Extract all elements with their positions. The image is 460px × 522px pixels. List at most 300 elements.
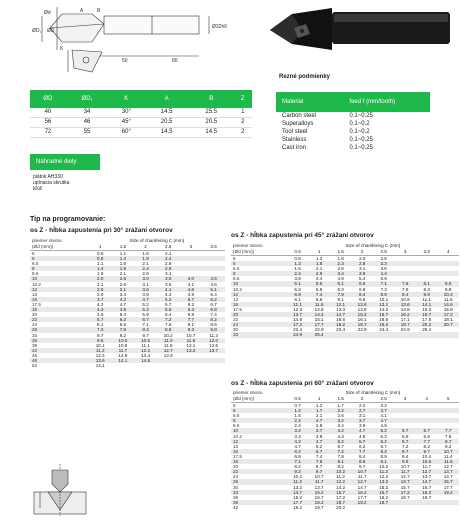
cell: 14.6 — [293, 317, 303, 323]
cell: 8.2 — [202, 317, 225, 322]
cell: 14.1 — [95, 363, 105, 369]
cell: 4.9 — [380, 423, 387, 429]
cell: 4.1 — [157, 287, 180, 292]
cell: 19.7 — [373, 500, 395, 505]
cell: 17.2 — [394, 490, 416, 495]
cell: 8.2 — [294, 464, 301, 470]
col-header: Z — [234, 90, 253, 108]
dim-b-label: B — [97, 8, 101, 14]
cell: 2.9 — [157, 266, 180, 271]
cell: 4.2 — [287, 439, 309, 444]
cell: 8.6 — [351, 459, 373, 464]
cell: 5 — [233, 256, 236, 261]
cell: 10.6 — [400, 296, 410, 302]
cell: 1.6 — [294, 266, 301, 272]
cell: 20.2 — [416, 322, 438, 327]
chamfer-size-header: Size of chamfering C (mm) — [345, 243, 401, 249]
cell: 13.7 — [394, 479, 416, 484]
col-header: A — [144, 90, 189, 108]
chamfer-size-col: 4 — [437, 249, 459, 256]
cell: 2.3 — [358, 256, 366, 261]
cell: 1.9 — [134, 256, 157, 261]
shank-dim-label: Ø32h6 — [212, 24, 227, 30]
cell: 6.9 — [294, 453, 301, 459]
cell: 8.6 — [315, 296, 323, 302]
cell: 9.4 — [394, 292, 416, 297]
cell: 3.4 — [337, 423, 344, 429]
cell: 20.7 — [437, 322, 459, 327]
cell: 3.1 — [358, 266, 366, 272]
cell — [112, 363, 135, 368]
cell: 4.2 — [112, 297, 135, 302]
cell: 7.9 — [337, 453, 344, 459]
cell: 11.2 — [336, 474, 345, 480]
cell: 13.8 — [357, 306, 367, 312]
cell: 8.1 — [330, 459, 352, 464]
cell — [351, 332, 373, 337]
cell: 13.2 — [293, 484, 303, 490]
cell: 3.5 — [157, 276, 180, 281]
chamfer-size-col: 1 — [308, 249, 330, 256]
cell: 8.3 — [134, 327, 157, 332]
cell: 17.7 — [443, 484, 453, 490]
cell: 2.6 — [142, 271, 149, 277]
cell: 7.7 — [180, 317, 203, 322]
cell: 11.1 — [287, 302, 309, 307]
cell: 9.6 — [394, 459, 416, 464]
cell: 2.0 — [89, 276, 112, 281]
cell: 9.2 — [287, 469, 309, 474]
cell: 12.1 — [186, 342, 196, 348]
cell: 18.2 — [416, 490, 438, 495]
cell: 16 — [231, 302, 287, 307]
cell: 6.6 — [32, 261, 39, 267]
chamfer-size-col: 0.5 — [287, 249, 309, 256]
cell: 20 — [231, 312, 287, 317]
cell: 20.5 — [189, 118, 234, 128]
chamfer-size-col: 3 — [180, 244, 203, 251]
cell: 8.1 — [416, 281, 438, 286]
cell: 2.1 — [315, 413, 323, 419]
cell: 4.1 — [380, 413, 387, 419]
col-header: ØD — [30, 90, 66, 108]
cell: 9.7 — [142, 332, 149, 338]
cell: 13.7 — [287, 312, 309, 317]
cell: 8.2 — [373, 449, 395, 454]
cell: 15.6 — [336, 317, 346, 323]
cell: 55 — [66, 128, 108, 138]
cell: 10.2 — [163, 332, 173, 338]
dimension-table — [30, 90, 252, 138]
cell: 14.5 — [189, 128, 234, 138]
cell: 5.7 — [394, 428, 416, 433]
cell: 7.8 — [112, 327, 135, 332]
feed-header: feed f (mm/tooth) — [343, 92, 430, 112]
chamfer-size-col: 2 — [351, 396, 373, 403]
cell: 8.8 — [157, 327, 180, 332]
cell: 4.9 — [97, 312, 104, 318]
cell: 7.6 — [394, 281, 416, 286]
cell: 11.2 — [89, 348, 112, 353]
cell: 3.0 — [134, 276, 157, 281]
cell: 7.1 — [287, 459, 309, 464]
cell: 15.7 — [437, 479, 459, 484]
cell: 6.7 — [308, 449, 330, 454]
cell: 7.9 — [330, 292, 352, 297]
table-row — [231, 332, 459, 337]
cell: 15.2 — [379, 484, 389, 490]
cell: 13.3 — [336, 306, 346, 312]
diameter-unit: (Ød (mm)) — [231, 396, 287, 403]
cell: 8.4 — [358, 453, 366, 459]
cell: 12.6 — [209, 342, 219, 348]
cell: 17.7 — [287, 500, 309, 505]
cell: 42 — [233, 504, 239, 510]
cell — [351, 505, 373, 510]
cell: 13.7 — [202, 348, 225, 353]
cell: 10.2 — [330, 469, 352, 474]
section-30-title: os Z - hĺbka zapustenia pri 30° zrážaní otvorov — [30, 227, 173, 234]
cell: 19.2 — [293, 504, 303, 510]
cell: 24 — [233, 474, 239, 480]
cell: 11.2 — [373, 469, 395, 474]
cell: 8.7 — [97, 332, 104, 338]
cell — [330, 332, 352, 337]
cell: 1.4 — [112, 256, 135, 261]
chamfer-size-col: 1.5 — [112, 244, 135, 251]
cell: 2.9 — [315, 423, 323, 429]
cell: 3.7 — [89, 297, 112, 302]
cell: 4.1 — [187, 281, 195, 287]
cell: 3.1 — [142, 281, 149, 287]
cell: 2.6 — [337, 266, 344, 272]
cell: 8 — [231, 271, 287, 276]
cell: 2.6 — [165, 261, 172, 267]
chamfer-size-col: 3.5 — [202, 244, 225, 251]
cell: 11.6 — [163, 342, 173, 348]
cell: 9.7 — [308, 469, 330, 474]
cell: 9.2 — [337, 464, 344, 470]
cell: 0.6 — [97, 251, 104, 256]
cell: 13 — [233, 443, 239, 449]
cell: 11.7 — [357, 474, 367, 480]
cell: 3.9 — [142, 291, 149, 297]
cell: 13.9 — [163, 352, 173, 358]
cell: 56 — [30, 118, 66, 128]
dim-a-label: A — [80, 8, 84, 14]
cell: 5.8 — [157, 307, 180, 312]
cell: 2 — [234, 118, 253, 128]
cell: 6 — [231, 261, 287, 266]
cell: 16.2 — [351, 490, 373, 495]
cell: 8 — [30, 266, 89, 271]
cell: 17.5 — [32, 301, 41, 307]
chamfer-size-col: 0.5 — [287, 396, 309, 403]
cell: 6 — [231, 408, 287, 413]
cell: 8.5 — [32, 271, 39, 277]
cell: 17.5 — [233, 453, 242, 459]
cell: 1.8 — [337, 256, 344, 261]
cell: 18.7 — [351, 322, 373, 327]
material-header: Material — [276, 92, 343, 112]
cell: 7.3 — [380, 286, 387, 292]
cell: 14.7 — [443, 474, 453, 480]
cell: 30 — [233, 327, 239, 333]
list-item: kľúč — [33, 186, 43, 192]
cell: 3.6 — [134, 287, 157, 292]
cell: 5.4 — [358, 276, 366, 282]
cell — [394, 332, 416, 337]
cell: 33 — [231, 332, 287, 337]
cell: 8.3 — [423, 286, 430, 292]
cell: 10 — [231, 281, 287, 286]
cell: 14.5 — [144, 108, 189, 118]
cell: 1.1 — [97, 261, 104, 267]
cell: 26 — [30, 327, 89, 332]
diameter-unit: (Ød (mm)) — [30, 244, 89, 251]
table-row — [276, 136, 430, 144]
chamfer-size-col: 4 — [416, 396, 438, 403]
table-row — [30, 108, 252, 118]
cell: 17.7 — [308, 322, 330, 327]
cell: 24.9 — [400, 327, 410, 333]
cell: 52 — [32, 363, 38, 369]
cell: 10.7 — [314, 474, 324, 480]
cell: 10.7 — [400, 464, 410, 470]
cell: 30° — [108, 108, 144, 118]
cell: 12.2 — [330, 479, 352, 484]
cell: 26 — [231, 479, 287, 484]
cell: 2.4 — [294, 423, 301, 429]
cell: 10.7 — [437, 449, 459, 454]
cell: 4.9 — [187, 291, 195, 297]
table-row — [276, 128, 430, 136]
cell: 5.3 — [380, 433, 387, 439]
cell: 4.7 — [134, 297, 157, 302]
cell: 12.8 — [314, 306, 324, 312]
cell: 1.7 — [308, 408, 330, 413]
cell: 5.9 — [380, 276, 387, 282]
cell: 2.8 — [351, 261, 373, 266]
cell: 2.1 — [97, 281, 104, 287]
cell: 5 — [233, 403, 236, 408]
cell: 2.4 — [157, 256, 180, 261]
cell: 3.9 — [294, 276, 301, 282]
cell: 5.3 — [294, 286, 301, 292]
cell — [416, 332, 438, 337]
cell: 33 — [231, 490, 287, 495]
cell: 8.7 — [315, 464, 323, 470]
cell: 6.9 — [187, 312, 195, 318]
cell: 11.6 — [437, 459, 459, 464]
dim-50-label: 50 — [122, 58, 128, 64]
cell: 6.3 — [180, 307, 203, 312]
cell — [202, 363, 225, 368]
cell: 11.7 — [394, 469, 416, 474]
cell: 4.4 — [315, 276, 323, 282]
cell: 17.6 — [422, 317, 432, 323]
cell: 8.5 — [233, 423, 240, 429]
cell: 39 — [32, 342, 38, 348]
cell: 6.1 — [330, 281, 352, 286]
col-header: ØD₁ — [66, 90, 108, 108]
cell: 1.6 — [294, 413, 301, 419]
cell: 6.6 — [351, 281, 373, 286]
cell: 18.7 — [330, 500, 352, 505]
cell: Tool steel — [282, 129, 308, 135]
cell: 6.4 — [165, 312, 172, 318]
cell: 40 — [30, 108, 66, 118]
tool-technical-drawing — [2, 2, 227, 88]
cell: 6.2 — [358, 443, 366, 449]
cell: 2.6 — [119, 281, 127, 287]
cell: 1.8 — [308, 261, 330, 266]
cell: 1.1 — [119, 251, 127, 256]
diameter-unit: (Ød (mm)) — [231, 249, 287, 256]
cell: 4.7 — [308, 439, 330, 444]
cell: 16.2 — [394, 312, 416, 317]
cell: 3.1 — [112, 287, 135, 292]
cell: 5.6 — [308, 281, 330, 286]
cell: 4.0 — [180, 276, 203, 281]
cell: 12.2 — [379, 474, 389, 480]
cell: 6.8 — [423, 433, 430, 439]
chamfer-size-col: 1 — [308, 396, 330, 403]
cell: 5.7 — [180, 297, 203, 302]
cell: 6.1 — [97, 322, 104, 328]
cell: 19.2 — [373, 322, 395, 327]
cell: Stainless — [282, 137, 307, 143]
cell: 14.5 — [144, 128, 189, 138]
cell: 14.2 — [308, 312, 330, 317]
cell: 7.1 — [373, 281, 395, 286]
cell: 13.6 — [394, 302, 416, 307]
cell: 2.1 — [165, 251, 172, 256]
cell: 11.1 — [141, 342, 150, 348]
cell: 8.6 — [210, 322, 217, 328]
cell: 12.3 — [293, 306, 303, 312]
programming-tip-title: Tip na programovanie: — [30, 216, 106, 223]
cell: 11.4 — [443, 453, 453, 459]
cell: 8.9 — [373, 292, 395, 297]
cell: 24 — [231, 322, 287, 327]
cell: 19.7 — [394, 322, 416, 327]
cell: 2.1 — [142, 261, 149, 267]
cell: 5.1 — [287, 281, 309, 286]
cell: 7.1 — [142, 322, 149, 328]
cell — [416, 505, 438, 510]
cell — [373, 505, 395, 510]
cell: 15.2 — [351, 312, 373, 317]
cell: 24.9 — [287, 332, 309, 337]
cell: 3.7 — [351, 418, 373, 423]
cell: 9.4 — [401, 453, 409, 459]
cell: 4.2 — [97, 301, 104, 307]
cell: 0.9 — [89, 256, 112, 261]
cell: 6.2 — [202, 297, 225, 302]
cell: 8.7 — [394, 449, 416, 454]
cell: 12.7 — [400, 474, 410, 480]
chamfer-size-header: Size of chamfering C (mm) — [345, 390, 401, 396]
cell: 30 — [233, 484, 239, 490]
cell: 10.4 — [437, 292, 459, 297]
cell: 8.1 — [187, 322, 195, 328]
cell: 0.1~0.25 — [349, 145, 373, 151]
cell: 10.2 — [379, 464, 389, 470]
cell: 12.4 — [95, 352, 105, 358]
cell: 14.7 — [357, 484, 367, 490]
cell — [437, 505, 459, 510]
cell: 3.1 — [358, 413, 366, 419]
cell: 3.6 — [380, 266, 387, 272]
cell: 72 — [30, 128, 66, 138]
chamfer-size-col: 2.5 — [373, 249, 395, 256]
cell: 13.1 — [373, 302, 395, 307]
cell: 60° — [108, 128, 144, 138]
cell: 3.2 — [330, 418, 352, 423]
cell: 2.8 — [380, 256, 387, 261]
cell: 4.8 — [358, 433, 366, 439]
cell: 24 — [32, 322, 38, 328]
cell: 12.0 — [202, 338, 225, 343]
cell — [394, 505, 416, 510]
cell: 16.2 — [293, 494, 303, 500]
cell: 11.6 — [443, 296, 453, 302]
cell: 2.5 — [112, 276, 135, 281]
cell: 2 — [234, 128, 253, 138]
cell: 11.6 — [308, 302, 330, 307]
cell: 12 — [231, 439, 287, 444]
cell: 3.2 — [380, 403, 387, 408]
cell: 5.4 — [119, 312, 127, 318]
cell: 1.3 — [315, 256, 323, 261]
cell: 2.2 — [358, 403, 366, 408]
cell: 5.4 — [210, 291, 217, 297]
cell: 17.2 — [336, 494, 346, 500]
cell: 16.7 — [373, 490, 395, 495]
chamfer-size-header: Size of chamfering C (mm) — [129, 238, 185, 244]
cell: 6.6 — [233, 413, 240, 419]
cell: 1.3 — [287, 261, 309, 266]
cell: 6.8 — [358, 286, 366, 292]
chamfer-size-col: 5 — [437, 396, 459, 403]
cell: 9.7 — [416, 449, 438, 454]
cell: 4.5 — [202, 276, 225, 281]
cell: 39 — [231, 500, 287, 505]
cell: 10.2 — [32, 281, 41, 287]
cell: 5.8 — [401, 433, 409, 439]
cell: 5.2 — [330, 439, 352, 444]
diameter-header: priemer otvoru — [233, 390, 263, 396]
cell: 45 — [32, 352, 38, 358]
cell: 9.3 — [180, 327, 203, 332]
list-item: plátok AH330 — [33, 174, 63, 180]
cell: 48 — [30, 358, 89, 363]
cell: 6.7 — [380, 443, 387, 449]
cell: 9.5 — [89, 338, 112, 343]
table-row — [231, 505, 459, 510]
cell: 10.6 — [416, 459, 438, 464]
cell: 15.2 — [308, 490, 330, 495]
cell: 10.6 — [118, 342, 128, 348]
cell: 10.1 — [379, 296, 389, 302]
cell: 46 — [66, 118, 108, 128]
cell: 5.2 — [142, 301, 149, 307]
cell: 7.7 — [416, 439, 438, 444]
cell: 5.7 — [89, 317, 112, 322]
cell: 9.1 — [373, 459, 395, 464]
cell: Cast iron — [282, 145, 307, 151]
